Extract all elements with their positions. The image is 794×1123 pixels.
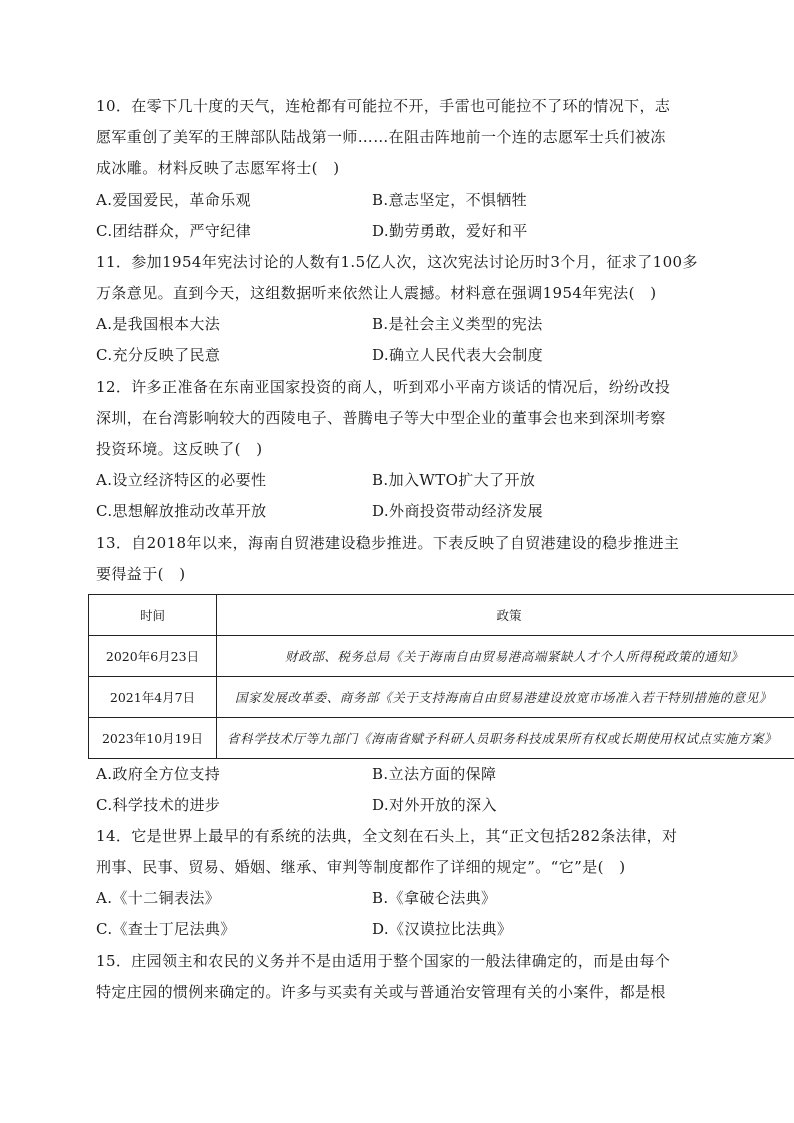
policy-table: [88, 594, 794, 759]
q10-option-a: A.爱国爱民，革命乐观: [96, 191, 252, 209]
table-header-policy: 政策: [217, 595, 794, 636]
q10-stem-line-1: 10．在零下几十度的天气，连枪都有可能拉不开，手雷也可能拉不了环的情况下，志: [96, 97, 671, 115]
q13-option-c: C.科学技术的进步: [96, 796, 221, 814]
q11-stem-line-1: 11．参加1954年宪法讨论的人数有1.5亿人次，这次宪法讨论历时3个月，征求了100多: [96, 253, 698, 271]
q11-option-b: B.是社会主义类型的宪法: [372, 315, 543, 333]
q10-option-c: C.团结群众，严守纪律: [96, 222, 252, 240]
q13-stem-line-1: 13．自2018年以来，海南自贸港建设稳步推进。下表反映了自贸港建设的稳步推进主: [96, 534, 680, 552]
table-header-time: 时间: [89, 595, 217, 636]
q12-option-a: A.设立经济特区的必要性: [96, 471, 267, 489]
q15-stem-line-1: 15．庄园领主和农民的义务并不是由适用于整个国家的一般法律确定的，而是由每个: [96, 952, 671, 970]
q14-option-d: D.《汉谟拉比法典》: [372, 920, 513, 938]
q14-option-a: A.《十二铜表法》: [96, 889, 221, 907]
table-row: [89, 636, 794, 677]
q13-option-a: A.政府全方位支持: [96, 765, 221, 783]
q14-option-c: C.《查士丁尼法典》: [96, 920, 236, 938]
q13-option-d: D.对外开放的深入: [372, 796, 497, 814]
table-cell-policy: [217, 636, 794, 677]
table-header-row: [89, 595, 794, 636]
q12-stem-line-1: 12．许多正准备在东南亚国家投资的商人，听到邓小平南方谈话的情况后，纷纷改投: [96, 378, 671, 396]
q14-option-b: B.《拿破仑法典》: [372, 889, 497, 907]
q14-stem-line-1: 14．它是世界上最早的有系统的法典，全文刻在石头上，其“正文包括282条法律，对: [96, 827, 678, 845]
q15-stem-line-2: 特定庄园的惯例来确定的。许多与买卖有关或与普通治安管理有关的小案件，都是根: [96, 983, 666, 1001]
q11-option-d: D.确立人民代表大会制度: [372, 346, 544, 364]
q12-stem-line-3: 投资环境。这反映了( ): [96, 440, 263, 458]
q10-stem-line-3: 成冰雕。材料反映了志愿军将士( ): [96, 159, 340, 177]
table-cell-policy: [217, 677, 794, 718]
table-cell-date: 2020年6月23日: [89, 636, 217, 677]
policy-text: 国家发展改革委、商务部《关于支持海南自由贸易港建设放宽市场准入若干特别措施的意见》: [235, 690, 773, 705]
table-row: [89, 677, 794, 718]
q11-option-c: C.充分反映了民意: [96, 346, 221, 364]
q13-option-b: B.立法方面的保障: [372, 765, 497, 783]
policy-text: 省科学技术厅等九部门《海南省赋予科研人员职务科技成果所有权或长期使用权试点实施方案》: [227, 731, 778, 746]
q10-stem-line-2: 愿军重创了美军的王牌部队陆战第一师……在阻击阵地前一个连的志愿军士兵们被冻: [96, 128, 666, 146]
q12-stem-line-2: 深圳，在台湾影响较大的西陵电子、普腾电子等大中型企业的董事会也来到深圳考察: [96, 409, 666, 427]
q12-option-c: C.思想解放推动改革开放: [96, 502, 267, 520]
q10-option-b: B.意志坚定，不惧牺牲: [372, 191, 528, 209]
q11-stem-line-2: 万条意见。直到今天，这组数据听来依然让人震撼。材料意在强调1954年宪法( ): [96, 284, 657, 302]
q14-stem-line-2: 刑事、民事、贸易、婚姻、继承、审判等制度都作了详细的规定”。“它”是( ): [96, 858, 626, 876]
q11-option-a: A.是我国根本大法: [96, 315, 221, 333]
table-row: [89, 718, 794, 759]
table-cell-date: 2023年10月19日: [89, 718, 217, 759]
table-cell-policy: [217, 718, 794, 759]
q12-option-b: B.加入WTO扩大了开放: [372, 471, 536, 489]
q12-option-d: D.外商投资带动经济发展: [372, 502, 544, 520]
q10-option-d: D.勤劳勇敢，爱好和平: [372, 222, 528, 240]
q13-stem-line-2: 要得益于( ): [96, 565, 186, 583]
table-cell-date: 2021年4月7日: [89, 677, 217, 718]
policy-text: 财政部、税务总局《关于海南自由贸易港高端紧缺人才个人所得税政策的通知》: [285, 649, 744, 664]
